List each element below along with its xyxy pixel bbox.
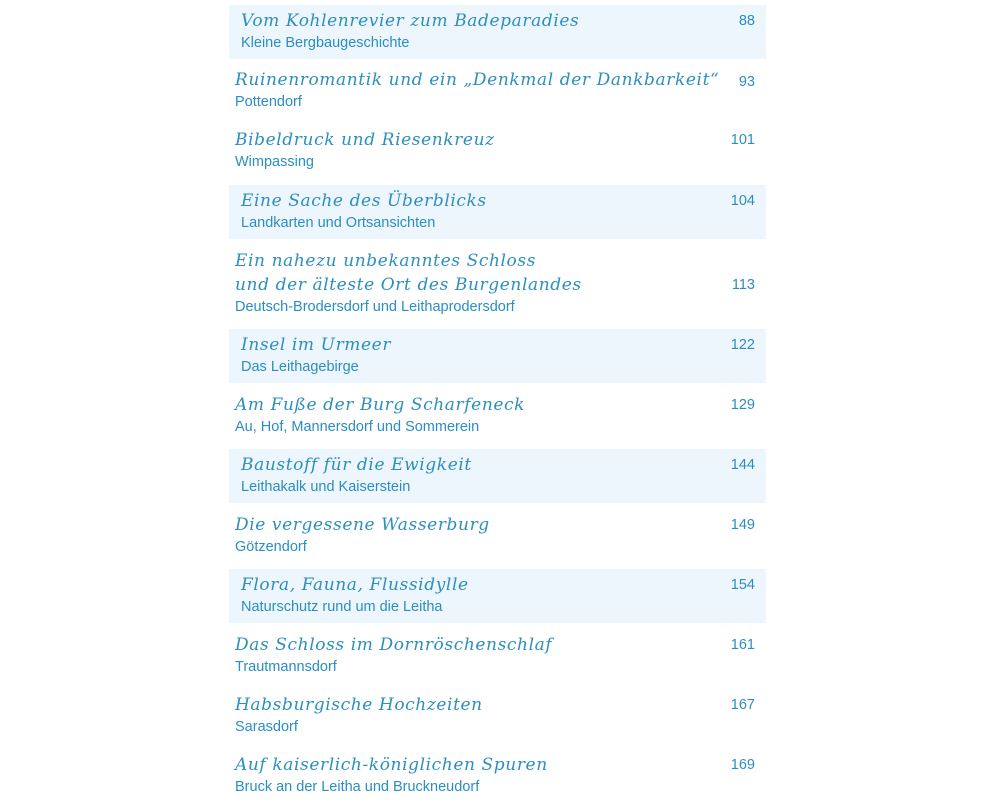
toc-entry-subtitle: Pottendorf [235,94,302,110]
toc-entry-title: Vom Kohlenrevier zum Badeparadies [241,11,580,31]
toc-entry-subtitle: Trautmannsdorf [235,659,337,675]
toc-entry-subtitle: Sarasdorf [235,719,298,735]
toc-entry-subtitle: Naturschutz rund um die Leitha [241,599,443,615]
toc-entry-title: Flora, Fauna, Flussidylle [241,575,469,595]
toc-entry-title: Bibeldruck und Riesenkreuz [235,130,495,150]
toc-entry-title: Am Fuße der Burg Scharfeneck [235,395,526,415]
toc-entry-page: 104 [730,193,755,209]
toc-entry-subtitle: Das Leithagebirge [241,359,359,375]
toc-entry [229,5,766,59]
toc-entry-page: 113 [731,277,755,293]
toc-entry-page: 144 [730,457,755,473]
toc-entry-title: Auf kaiserlich-königlichen Spuren [235,755,548,775]
toc-entry-page: 149 [730,517,755,533]
toc-entry [229,329,766,383]
toc-entry-title: Das Schloss im Dornröschenschlaf [235,635,553,655]
toc-entry-subtitle: Landkarten und Ortsansichten [241,215,436,231]
toc-entry-title: Die vergessene Wasserburg [235,515,490,535]
toc-entry [229,124,766,178]
toc-entry-page: 93 [738,74,755,90]
toc-entry-page: 129 [730,397,755,413]
toc-entry-subtitle: Au, Hof, Mannersdorf und Sommerein [235,419,480,435]
toc-entry-page: 88 [738,13,755,29]
toc-entry [229,689,766,743]
toc-entry [229,569,766,623]
toc-entry [229,749,766,800]
toc-entry [229,64,766,118]
toc-entry-title-line1: Ein nahezu unbekanntes Schloss [235,251,537,271]
toc-entry-subtitle: Wimpassing [235,154,314,170]
toc-entry [229,509,766,563]
toc-entry-title: Eine Sache des Überblicks [241,191,487,211]
toc-entry [229,629,766,683]
toc-entry [229,449,766,503]
toc-entry-page: 101 [730,132,755,148]
toc-entry-subtitle: Deutsch-Brodersdorf und Leithaprodersdorf [235,299,515,315]
toc-entry [229,389,766,443]
toc-entry-subtitle: Leithakalk und Kaiserstein [241,479,411,495]
toc-entry-subtitle: Götzendorf [235,539,307,555]
toc-entry-page: 154 [730,577,755,593]
toc-entry-subtitle: Bruck an der Leitha und Bruckneudorf [235,779,480,795]
toc-entry-page: 167 [730,697,755,713]
toc-entry-title: Insel im Urmeer [241,335,392,355]
toc-entry-page: 122 [730,337,755,353]
toc-entry-title: Baustoff für die Ewigkeit [241,455,472,475]
toc-entry-subtitle: Kleine Bergbaugeschichte [241,35,410,51]
toc-entry-title: Ruinenromantik und ein „Denkmal der Dankbarkeit“ [235,70,720,90]
toc-entry [229,245,766,323]
toc-entry [229,185,766,239]
toc-entry-page: 169 [730,757,755,773]
toc-entry-title: Habsburgische Hochzeiten [235,695,483,715]
toc-entry-page: 161 [730,637,755,653]
toc-entry-title-line2: und der älteste Ort des Burgenlandes [235,275,582,295]
